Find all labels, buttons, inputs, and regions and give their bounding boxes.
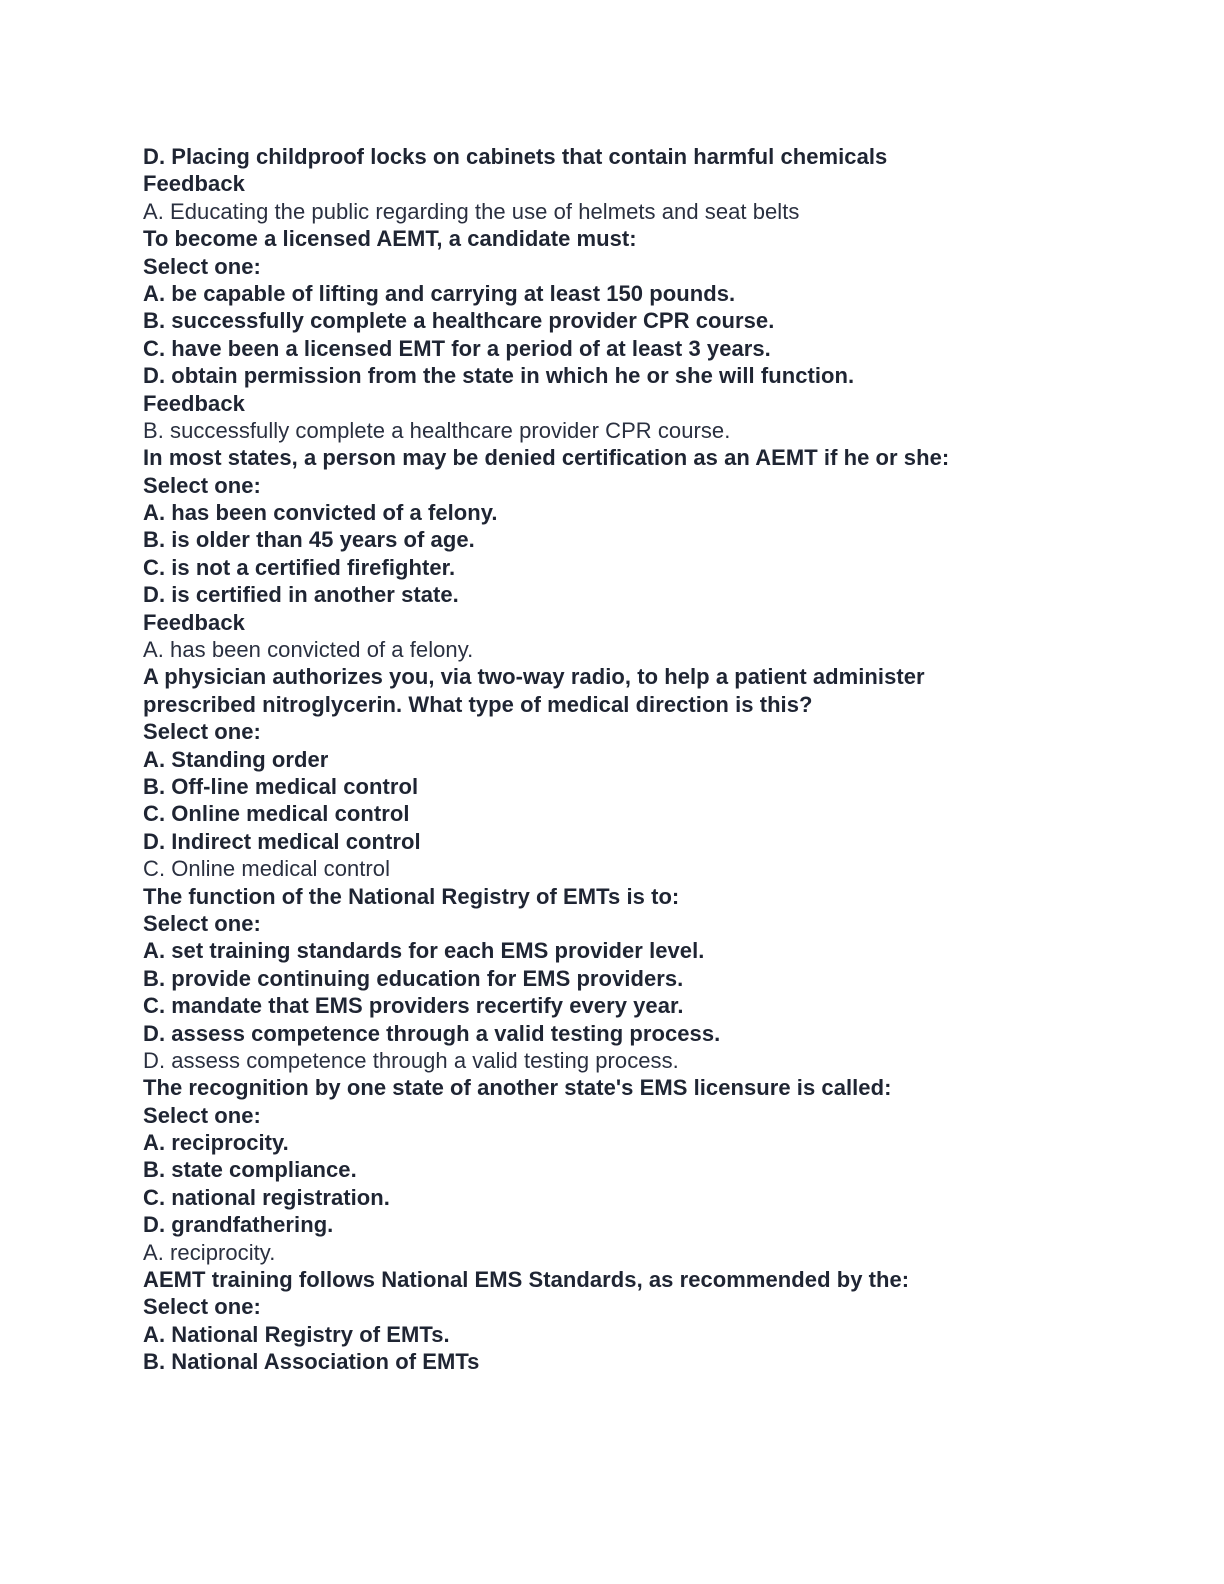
answer-option: B. National Association of EMTs bbox=[143, 1349, 480, 1375]
answer-option: B. state compliance. bbox=[143, 1157, 357, 1183]
feedback-heading: Feedback bbox=[143, 171, 245, 197]
answer-text: A. Educating the public regarding the use of helmets and seat belts bbox=[143, 198, 800, 224]
answer-text: C. Online medical control bbox=[143, 856, 391, 882]
answer-option: D. is certified in another state. bbox=[143, 582, 459, 608]
answer-option: D. Indirect medical control bbox=[143, 828, 421, 854]
select-one-label: Select one: bbox=[143, 910, 261, 936]
answer-option: D. grandfathering. bbox=[143, 1212, 334, 1238]
answer-option: B. provide continuing education for EMS providers. bbox=[143, 965, 684, 991]
answer-option: A. National Registry of EMTs. bbox=[143, 1321, 450, 1347]
answer-option: C. Online medical control bbox=[143, 801, 410, 827]
feedback-heading: Feedback bbox=[143, 390, 245, 416]
question-text: In most states, a person may be denied certification as an AEMT if he or she: bbox=[143, 445, 950, 471]
question-text: The function of the National Registry of EMTs is to: bbox=[143, 883, 680, 909]
question-text: AEMT training follows National EMS Standards, as recommended by the: bbox=[143, 1267, 910, 1293]
question-text: To become a licensed AEMT, a candidate must: bbox=[143, 226, 637, 252]
select-one-label: Select one: bbox=[143, 719, 261, 745]
answer-text: A. has been convicted of a felony. bbox=[143, 637, 474, 663]
answer-option: A. set training standards for each EMS provider level. bbox=[143, 938, 705, 964]
answer-option: D. Placing childproof locks on cabinets that contain harmful chemicals bbox=[143, 144, 888, 169]
answer-option: A. Standing order bbox=[143, 746, 329, 772]
select-one-label: Select one: bbox=[143, 1102, 261, 1128]
answer-text: D. assess competence through a valid testing process. bbox=[143, 1047, 679, 1073]
question-text: prescribed nitroglycerin. What type of medical direction is this? bbox=[143, 691, 813, 717]
answer-option: B. Off-line medical control bbox=[143, 773, 419, 799]
answer-option: C. mandate that EMS providers recertify every year. bbox=[143, 993, 684, 1019]
answer-option: A. has been convicted of a felony. bbox=[143, 500, 498, 526]
answer-option: D. obtain permission from the state in which he or she will function. bbox=[143, 363, 855, 389]
answer-text: A. reciprocity. bbox=[143, 1239, 276, 1265]
answer-option: A. reciprocity. bbox=[143, 1130, 289, 1156]
answer-option: B. successfully complete a healthcare provider CPR course. bbox=[143, 308, 775, 334]
feedback-heading: Feedback bbox=[143, 609, 245, 635]
answer-option: C. national registration. bbox=[143, 1184, 390, 1210]
answer-option: C. is not a certified firefighter. bbox=[143, 554, 456, 580]
select-one-label: Select one: bbox=[143, 253, 261, 279]
select-one-label: Select one: bbox=[143, 472, 261, 498]
question-text: The recognition by one state of another state's EMS licensure is called: bbox=[143, 1075, 892, 1101]
select-one-label: Select one: bbox=[143, 1294, 261, 1320]
answer-text: B. successfully complete a healthcare provider CPR course. bbox=[143, 417, 731, 443]
answer-option: B. is older than 45 years of age. bbox=[143, 527, 475, 553]
answer-option: A. be capable of lifting and carrying at least 150 pounds. bbox=[143, 280, 736, 306]
document-page bbox=[143, 143, 1143, 1376]
answer-option: C. have been a licensed EMT for a period of at least 3 years. bbox=[143, 335, 771, 361]
answer-option: D. assess competence through a valid testing process. bbox=[143, 1020, 721, 1046]
question-text: A physician authorizes you, via two-way radio, to help a patient administer bbox=[143, 664, 925, 690]
